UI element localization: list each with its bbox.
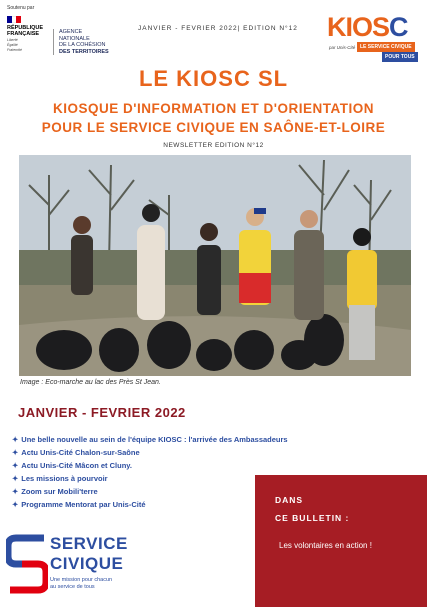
diamond-bullet-icon: ✦ bbox=[12, 435, 19, 444]
page-title: LE KIOSC SL bbox=[138, 66, 289, 91]
photo-caption: Image : Eco-marche au lac des Près St Jean. bbox=[20, 379, 161, 386]
motto-2: Égalité bbox=[7, 43, 18, 47]
bulletin-title-line-2: CE BULLETIN : bbox=[275, 513, 350, 523]
list-item bbox=[12, 472, 288, 485]
kiosc-logo bbox=[327, 12, 419, 62]
list-item bbox=[12, 459, 288, 472]
section-title: JANVIER - FEVRIER 2022 bbox=[18, 405, 186, 420]
diamond-bullet-icon: ✦ bbox=[12, 500, 19, 509]
service-civique-tagline bbox=[50, 577, 112, 591]
anct-line-3: DE LA COHÉSION bbox=[59, 42, 106, 48]
anct-logo bbox=[53, 29, 109, 55]
tagline-line-2: au service de tous bbox=[50, 584, 95, 590]
bulletin-title-line-1: DANS bbox=[275, 495, 304, 505]
subtitle-line-2: POUR LE SERVICE CIVIQUE EN SAÔNE-ET-LOIRE bbox=[41, 120, 386, 135]
diamond-bullet-icon: ✦ bbox=[12, 461, 19, 470]
list-item-label: Actu Unis-Cité Mâcon et Cluny. bbox=[21, 461, 132, 470]
bulletin-box bbox=[255, 475, 427, 607]
anct-line-4: DES TERRITOIRES bbox=[59, 48, 109, 55]
list-item-label: Actu Unis-Cité Chalon-sur-Saône bbox=[21, 448, 140, 457]
diamond-bullet-icon: ✦ bbox=[12, 448, 19, 457]
tagline-line-1: Une mission pour chacun bbox=[50, 577, 113, 583]
anct-line-1: AGENCE bbox=[59, 29, 83, 35]
service-civique-word-1: SERVICE bbox=[50, 534, 128, 553]
group-photo bbox=[19, 155, 411, 376]
service-civique-logo bbox=[6, 532, 156, 602]
kiosc-logo-text: KIOSC bbox=[327, 12, 408, 42]
republique-francaise-logo bbox=[7, 16, 49, 52]
diamond-bullet-icon: ✦ bbox=[12, 474, 19, 483]
list-item-label: Les missions à pourvoir bbox=[21, 474, 108, 483]
service-civique-s-icon bbox=[6, 534, 48, 596]
kiosc-logo-par: par Unis-Cité bbox=[329, 45, 356, 50]
list-item-label: Programme Mentorat par Unis-Cité bbox=[21, 500, 146, 509]
motto-3: Fraternité bbox=[7, 48, 22, 52]
list-item-label: Une belle nouvelle au sein de l'équipe KIOSC : l'arrivée des Ambassadeurs bbox=[21, 435, 288, 444]
list-item bbox=[12, 446, 288, 459]
list-item-label: Zoom sur Mobili'terre bbox=[21, 487, 98, 496]
republique-line-1: RÉPUBLIQUE bbox=[7, 25, 44, 31]
list-item bbox=[12, 498, 288, 511]
edition-date: JANVIER - FEVRIER 2022| EDITION N°12 bbox=[138, 25, 298, 32]
newsletter-edition: NEWSLETTER EDITION N°12 bbox=[163, 142, 264, 149]
republique-line-2: FRANÇAISE bbox=[7, 31, 40, 37]
diamond-bullet-icon: ✦ bbox=[12, 487, 19, 496]
contents-list bbox=[12, 433, 288, 511]
supported-by-label: Soutenu par bbox=[7, 5, 35, 11]
kiosc-logo-service-civique: LE SERVICE CIVIQUE bbox=[357, 42, 415, 52]
list-item bbox=[12, 433, 288, 446]
french-flag-icon bbox=[7, 16, 21, 23]
subtitle-line-1: KIOSQUE D'INFORMATION ET D'ORIENTATION bbox=[53, 101, 374, 116]
kiosc-logo-pour-tous: POUR TOUS bbox=[382, 52, 418, 62]
list-item bbox=[12, 485, 288, 498]
anct-line-2: NATIONALE bbox=[59, 35, 90, 42]
motto-1: Liberté bbox=[7, 38, 18, 42]
service-civique-word-2: CIVIQUE bbox=[50, 554, 124, 573]
bulletin-item: Les volontaires en action ! bbox=[279, 541, 372, 550]
